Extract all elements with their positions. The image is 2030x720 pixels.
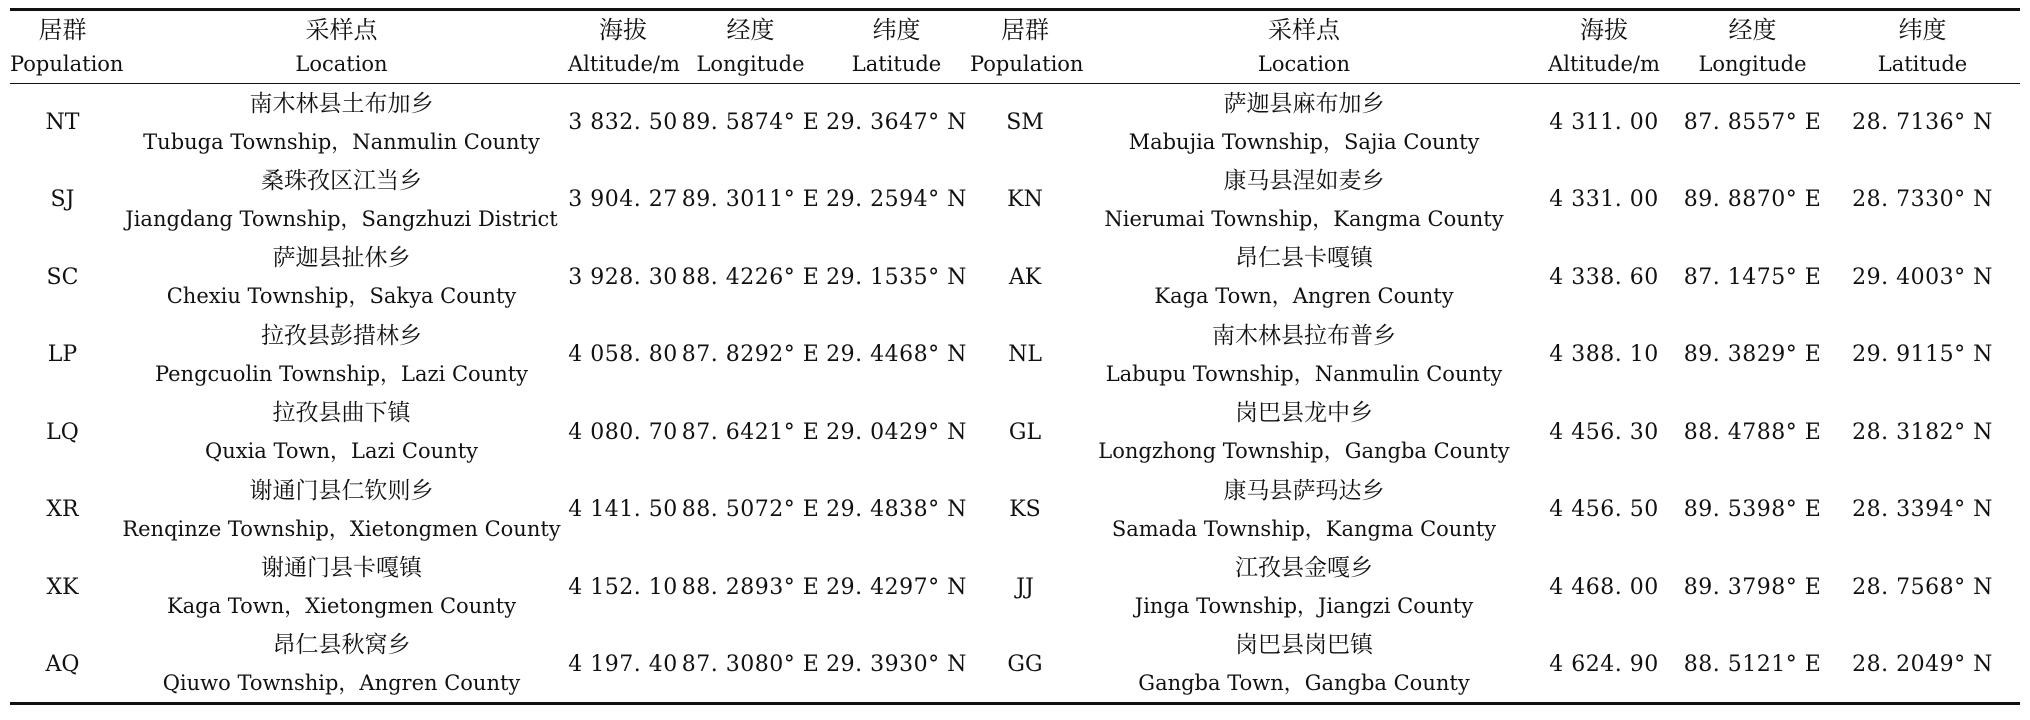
location-en: Gangba Town，Gangba County: [1138, 671, 1470, 695]
latitude-cell: 29. 3930° N: [826, 651, 967, 677]
latitude-cell: 28. 7136° N: [1852, 110, 1993, 135]
altitude-cell: 4 338. 60: [1549, 264, 1659, 290]
column-header-en: Altitude/m: [568, 52, 680, 76]
latitude-cell: 29. 2594° N: [826, 187, 967, 213]
location-cell: [1080, 239, 1528, 317]
column-header-en: Latitude: [1877, 52, 1968, 76]
population-cell: SJ: [50, 187, 75, 213]
column-header: [10, 10, 124, 84]
location-cell: [115, 161, 568, 239]
location-zh: 桑珠孜区江当乡: [261, 167, 422, 194]
longitude-cell: 89. 8870° E: [1683, 187, 1822, 213]
column-header-en: Population: [10, 52, 124, 76]
population-cell: KS: [1009, 497, 1041, 523]
column-header: [1080, 10, 1528, 84]
column-header-en: Longitude: [696, 52, 805, 76]
table-row: [10, 161, 2020, 239]
altitude-cell: 4 311. 00: [1549, 110, 1659, 135]
location-zh: 萨迦县扯休乡: [272, 245, 411, 272]
altitude-cell: 4 197. 40: [568, 651, 678, 677]
longitude-cell: 87. 8557° E: [1683, 110, 1822, 135]
latitude-cell: 29. 4468° N: [826, 342, 967, 368]
location-zh: 江孜县金嘎乡: [1235, 555, 1373, 582]
longitude-cell: 87. 3080° E: [681, 651, 820, 677]
longitude-cell: 89. 3829° E: [1683, 342, 1822, 368]
table-row: [10, 549, 2020, 627]
latitude-cell: 29. 3647° N: [826, 110, 967, 135]
location-zh: 康马县萨玛达乡: [1223, 477, 1385, 504]
location-zh: 萨迦县麻布加乡: [1223, 90, 1385, 117]
location-cell: [115, 471, 568, 549]
column-header-en: Location: [295, 52, 388, 76]
population-cell: AQ: [45, 651, 80, 677]
population-cell: NL: [1008, 342, 1042, 368]
column-header-en: Location: [1257, 52, 1351, 76]
location-cell: [115, 84, 568, 162]
latitude-cell: 28. 2049° N: [1852, 651, 1993, 677]
location-zh: 拉孜县彭措林乡: [261, 322, 422, 349]
population-cell: SC: [46, 264, 79, 290]
location-en: Tubuga Township，Nanmulin County: [143, 129, 540, 154]
longitude-cell: 89. 5874° E: [681, 110, 820, 135]
altitude-cell: 4 152. 10: [568, 574, 678, 600]
column-header-zh: 居群: [1001, 16, 1049, 44]
population-cell: AK: [1008, 264, 1042, 290]
column-header-zh: 纬度: [1898, 16, 1947, 44]
location-en: Samada Township，Kangma County: [1111, 516, 1497, 541]
longitude-cell: 88. 5072° E: [681, 497, 820, 523]
location-en: Longzhong Township，Gangba County: [1098, 439, 1510, 464]
latitude-cell: 28. 3182° N: [1852, 419, 1993, 445]
sampling-sites-table: [10, 8, 2020, 705]
location-zh: 南木林县拉布普乡: [1212, 322, 1396, 349]
altitude-cell: 4 624. 90: [1549, 651, 1659, 677]
column-header-en: Latitude: [851, 52, 942, 76]
latitude-cell: 29. 4838° N: [826, 497, 967, 523]
location-en: Jiangdang Township，Sangzhuzi District: [125, 206, 558, 231]
header-row: [10, 10, 2020, 84]
location-en: Pengcuolin Township，Lazi County: [154, 361, 529, 386]
location-zh: 昂仁县卡嘎镇: [1235, 245, 1373, 272]
column-header-en: Altitude/m: [1548, 52, 1660, 76]
column-header: [1528, 10, 1680, 84]
altitude-cell: 4 388. 10: [1549, 342, 1659, 368]
location-en: Nierumai Township，Kangma County: [1104, 206, 1504, 231]
location-en: Kaga Town，Angren County: [1154, 284, 1454, 309]
altitude-cell: 3 904. 27: [568, 187, 678, 213]
location-cell: [115, 316, 568, 394]
latitude-cell: 29. 4297° N: [826, 574, 967, 600]
population-cell: LP: [47, 342, 78, 368]
altitude-cell: 4 058. 80: [568, 342, 678, 368]
column-header-zh: 海拔: [599, 16, 647, 44]
longitude-cell: 89. 5398° E: [1683, 497, 1822, 523]
location-cell: [1080, 161, 1528, 239]
latitude-cell: 29. 1535° N: [826, 264, 967, 290]
longitude-cell: 88. 4226° E: [681, 264, 820, 290]
column-header-en: Population: [970, 52, 1084, 76]
table-row: [10, 626, 2020, 704]
location-zh: 岗巴县龙中乡: [1235, 400, 1373, 427]
location-cell: [1080, 394, 1528, 472]
location-en: Quxia Town，Lazi County: [205, 439, 478, 464]
population-cell: JJ: [1016, 574, 1034, 600]
longitude-cell: 87. 1475° E: [1683, 264, 1822, 290]
location-cell: [1080, 626, 1528, 704]
longitude-cell: 88. 2893° E: [681, 574, 820, 600]
location-cell: [115, 394, 568, 472]
population-cell: GL: [1008, 419, 1042, 445]
location-zh: 南木林县土布加乡: [249, 90, 434, 117]
latitude-cell: 29. 4003° N: [1852, 264, 1993, 290]
location-en: Jinga Township，Jiangzi County: [1134, 594, 1474, 619]
location-zh: 谢通门县卡嘎镇: [261, 555, 422, 582]
location-en: Mabujia Township，Sajia County: [1128, 129, 1480, 154]
population-cell: KN: [1007, 187, 1043, 213]
population-cell: SM: [1006, 110, 1044, 135]
column-header: [823, 10, 970, 84]
column-header: [115, 10, 568, 84]
location-zh: 拉孜县曲下镇: [272, 400, 411, 427]
table-row: [10, 316, 2020, 394]
location-en: Labupu Township，Nanmulin County: [1105, 361, 1503, 386]
latitude-cell: 28. 7568° N: [1852, 574, 1993, 600]
column-header: [1680, 10, 1825, 84]
column-header-zh: 居群: [38, 16, 87, 44]
location-zh: 康马县涅如麦乡: [1223, 167, 1385, 194]
altitude-cell: 4 456. 30: [1549, 419, 1659, 445]
longitude-cell: 89. 3011° E: [681, 187, 820, 213]
column-header-zh: 采样点: [1268, 16, 1340, 44]
location-cell: [115, 239, 568, 317]
column-header-en: Longitude: [1698, 52, 1807, 76]
column-header: [970, 10, 1084, 84]
location-en: Renqinze Township，Xietongmen County: [122, 516, 561, 541]
location-zh: 谢通门县仁钦则乡: [249, 477, 434, 504]
column-header-zh: 海拔: [1580, 16, 1628, 44]
longitude-cell: 87. 8292° E: [681, 342, 820, 368]
latitude-cell: 28. 3394° N: [1852, 497, 1993, 523]
table-row: [10, 84, 2020, 162]
column-header-zh: 采样点: [305, 16, 378, 44]
column-header: [678, 10, 823, 84]
altitude-cell: 4 456. 50: [1549, 497, 1659, 523]
population-cell: GG: [1007, 651, 1043, 677]
location-cell: [115, 626, 568, 704]
table-row: [10, 239, 2020, 317]
column-header: [1825, 10, 2020, 84]
location-zh: 岗巴县岗巴镇: [1235, 632, 1373, 658]
column-header: [568, 10, 678, 84]
altitude-cell: 4 331. 00: [1549, 187, 1659, 213]
population-cell: NT: [45, 110, 80, 135]
column-header-zh: 纬度: [872, 16, 921, 44]
longitude-cell: 89. 3798° E: [1683, 574, 1822, 600]
population-cell: XR: [46, 497, 79, 523]
location-cell: [1080, 84, 1528, 162]
longitude-cell: 88. 5121° E: [1683, 651, 1822, 677]
location-en: Kaga Town，Xietongmen County: [166, 594, 517, 619]
table-row: [10, 394, 2020, 472]
column-header-zh: 经度: [726, 16, 775, 44]
altitude-cell: 4 080. 70: [568, 419, 678, 445]
location-en: Chexiu Township，Sakya County: [166, 284, 517, 309]
latitude-cell: 29. 0429° N: [826, 419, 967, 445]
population-cell: LQ: [46, 419, 79, 445]
altitude-cell: 4 141. 50: [568, 497, 678, 523]
longitude-cell: 87. 6421° E: [681, 419, 820, 445]
population-cell: XK: [46, 574, 79, 600]
location-cell: [1080, 549, 1528, 627]
latitude-cell: 29. 9115° N: [1852, 342, 1993, 368]
table-body: [10, 84, 2020, 704]
location-cell: [1080, 316, 1528, 394]
longitude-cell: 88. 4788° E: [1683, 419, 1822, 445]
altitude-cell: 4 468. 00: [1549, 574, 1659, 600]
altitude-cell: 3 832. 50: [568, 110, 678, 135]
location-cell: [115, 549, 568, 627]
table-row: [10, 471, 2020, 549]
column-header-zh: 经度: [1728, 16, 1777, 44]
latitude-cell: 28. 7330° N: [1852, 187, 1993, 213]
altitude-cell: 3 928. 30: [568, 264, 678, 290]
location-en: Qiuwo Township，Angren County: [162, 671, 521, 695]
location-cell: [1080, 471, 1528, 549]
location-zh: 昂仁县秋窝乡: [272, 632, 411, 658]
